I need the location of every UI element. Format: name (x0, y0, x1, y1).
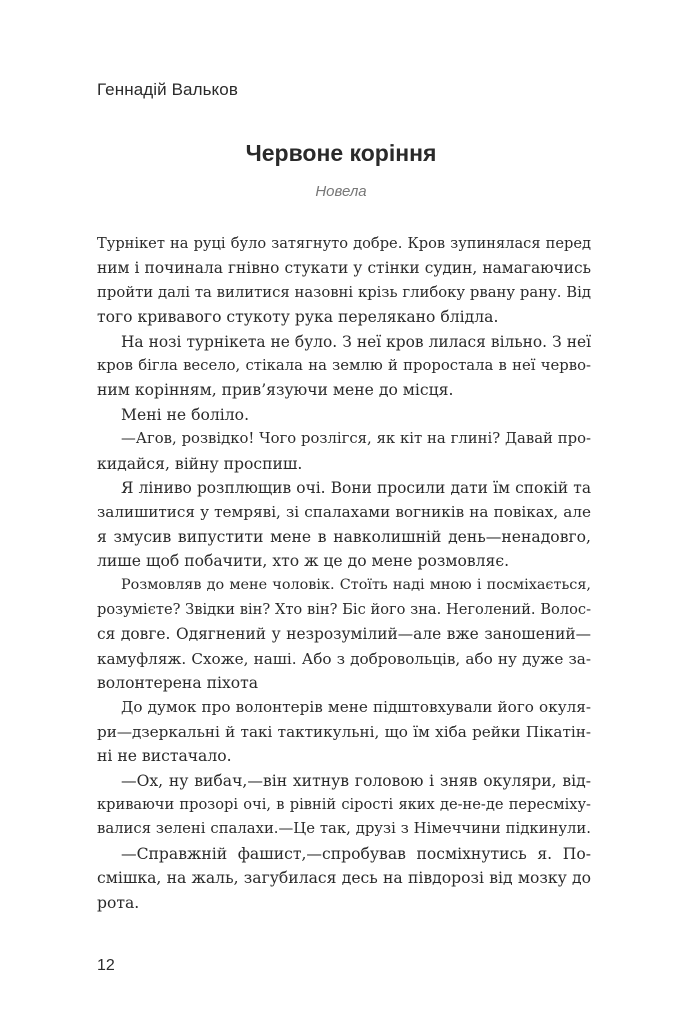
text-line: —Ох, ну вибач,—він хитнув головою і зняв окуляри, від- (121, 771, 591, 790)
text-line: ні не вистачало. (97, 747, 232, 766)
text-line: ри—дзеркальні й такі тактикульні, що їм хіба рейки Пікатін- (97, 722, 591, 741)
body-text (97, 232, 591, 915)
text-line: рота. (97, 893, 140, 912)
text-line: смішка, на жаль, загубилася десь на півдорозі від мозку до (97, 869, 591, 888)
text-line: Турнікет на руці було затягнуто добре. Кров зупинялася перед (97, 235, 591, 252)
text-line: розумієте? Звідки він? Хто він? Біс його зна. Неголений. Волос- (97, 600, 591, 618)
text-line: —Справжній фашист,—спробував посміхнутись я. По- (121, 844, 591, 863)
text-line: Мені не боліло. (121, 405, 250, 424)
text-line: криваючи прозорі очі, в рівній сірості яких де-не-де пересміху- (97, 795, 591, 813)
text-line: валися зелені спалахи.—Це так, друзі з Німеччини підкинули. (97, 820, 591, 838)
text-line: Я ліниво розплющив очі. Вони просили дати їм спокій та (121, 478, 591, 497)
text-line: ним і починала гнівно стукати у стінки судин, намагаючись (97, 259, 591, 278)
text-line: кидайся, війну проспиш. (97, 454, 303, 473)
page-subtitle: Новела (315, 183, 367, 200)
author-name: Геннадій Вальков (97, 80, 238, 99)
text-line: камуфляж. Схоже, наші. Або з добровольців, або ну дуже за- (97, 649, 591, 668)
text-line: лише щоб побачити, хто ж це до мене розмовляє. (97, 552, 510, 571)
text-line: волонтерена піхота (97, 674, 259, 693)
text-line: ся довге. Одягнений у незрозумілий—але вже заношений— (97, 625, 591, 644)
text-line: пройти далі та вилитися назовні крізь глибоку рвану рану. Від (97, 283, 591, 301)
text-line: —Агов, розвідко! Чого розлігся, як кіт на глині? Давай про- (121, 430, 591, 448)
text-line: ним корінням, прив’язуючи мене до місця. (97, 381, 454, 400)
text-line: Розмовляв до мене чоловік. Стоїть наді мною і посміхається, (121, 577, 591, 594)
text-line: я змусив випустити мене в навколишній день—ненадовго, (97, 527, 591, 546)
text-line: того кривавого стукоту рука перелякано блідла. (97, 308, 499, 327)
text-line: До думок про волонтерів мене підштовхували його окуля- (121, 698, 591, 717)
text-line: кров бігла весело, стікала на землю й проростала в неї черво- (97, 356, 591, 374)
page-title: Червоне коріння (245, 140, 437, 166)
page-number: 12 (97, 957, 115, 974)
text-line: На нозі турнікета не було. З неї кров лилася вільно. З неї (121, 332, 591, 351)
text-line: залишитися у темряві, зі спалахами вогників на повіках, але (97, 503, 591, 522)
